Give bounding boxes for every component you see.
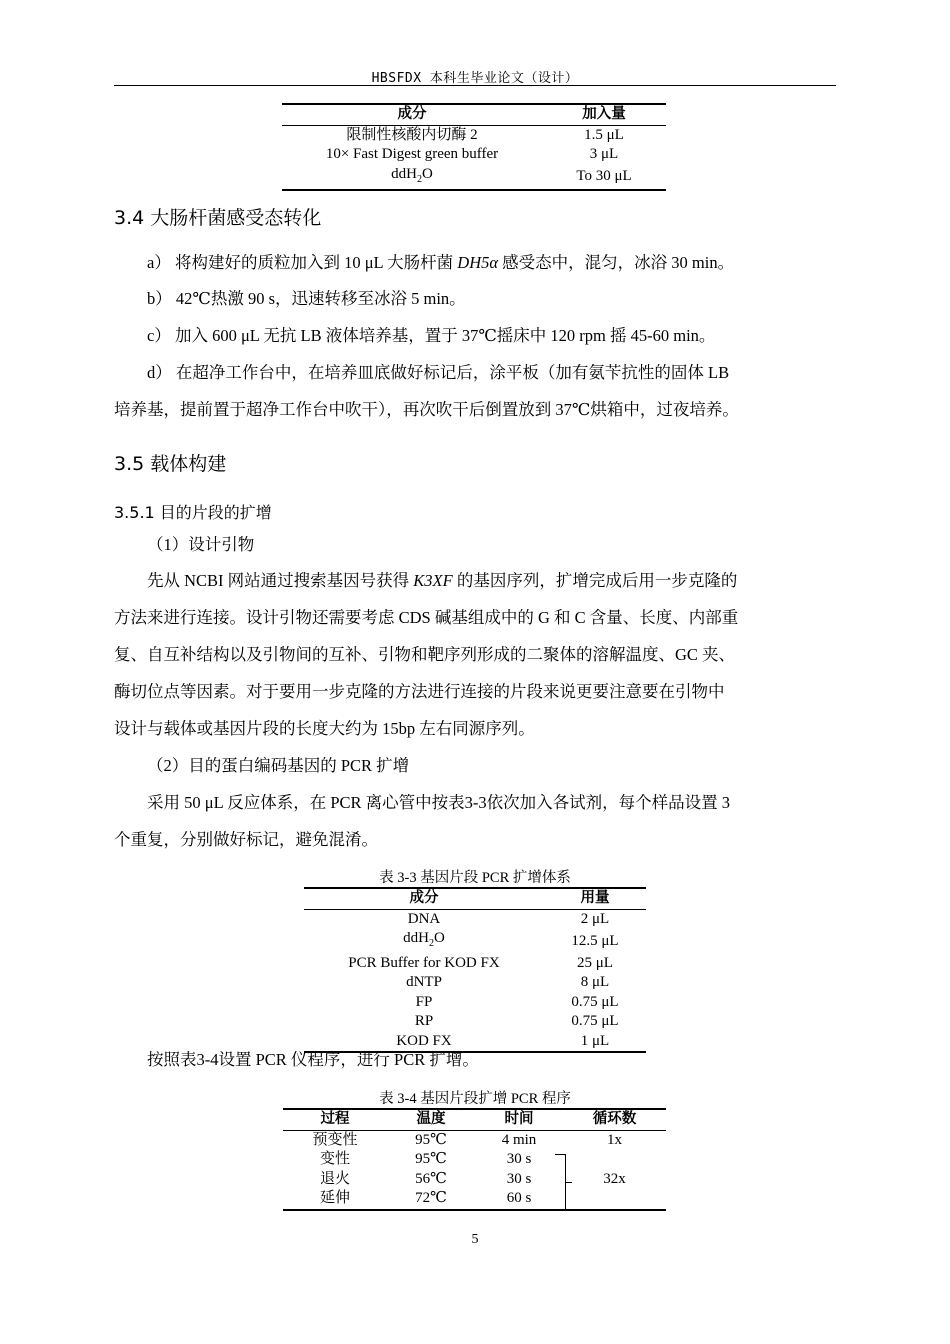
table-cell: dNTP [406, 974, 442, 990]
table-3-4 [283, 1108, 666, 1211]
list-item-d-continued: 培养基，提前置于超净工作台中吹干），再次吹干后倒置放到 37℃烘箱中，过夜培养。 [114, 400, 739, 419]
table-cell: 30 s [506, 1170, 532, 1187]
table-row [304, 909, 646, 929]
list-text: 加入 600 μL 无抗 LB 液体培养基，置于 37℃摇床中 120 rpm 摇 45-60 min。 [174, 326, 716, 345]
table-cell: 2 μL [580, 910, 610, 927]
table-cell: KOD FX [396, 1032, 452, 1049]
table-row [282, 165, 666, 191]
paragraph-line: 按照表3-4设置 PCR 仪程序，进行 PCR 扩增。 [147, 1050, 479, 1069]
section-heading-3-5: 3.5 载体构建 [114, 453, 227, 475]
table-cell [563, 1189, 666, 1210]
table-row [304, 954, 646, 974]
table-caption: 表 3-4 基因片段扩增 PCR 程序 [379, 1091, 571, 1107]
table-cell: 延伸 [319, 1190, 350, 1206]
table-cell: 4 min [501, 1131, 537, 1148]
table-cell: 25 μL [577, 954, 613, 971]
table-cell: 10× Fast Digest green buffer [325, 146, 499, 162]
table-header: 成分 [304, 888, 544, 909]
table-cell: 1.5 μL [584, 126, 624, 143]
table-cell: 限制性核酸内切酶 2 [346, 126, 478, 143]
list-item-c [147, 326, 715, 346]
table-header: 时间 [475, 1109, 563, 1130]
table-row [283, 1150, 666, 1170]
table-cell: 56℃ [415, 1170, 447, 1187]
list-text: 在超净工作台中，在培养皿底做好标记后，涂平板（加有氨苄抗性的固体 LB [175, 363, 730, 382]
table-row [304, 1012, 646, 1032]
table-cell: 0.75 μL [571, 993, 619, 1010]
strain-name: DH5α [457, 253, 499, 272]
table-cell: 72℃ [415, 1190, 447, 1206]
paragraph-line: 个重复，分别做好标记，避免混淆。 [114, 830, 378, 849]
header-rule [114, 85, 836, 86]
list-marker: d） [147, 363, 172, 382]
table-top [282, 103, 666, 191]
table-cell: RP [414, 1013, 434, 1029]
table-cell: 12.5 μL [571, 932, 619, 949]
table-row [282, 145, 666, 165]
list-item-a [147, 253, 734, 273]
table-cell: 1 μL [580, 1032, 610, 1049]
step-1-heading: （1）设计引物 [147, 535, 255, 554]
table-cell: 0.75 μL [571, 1013, 619, 1029]
table-cell: DNA [407, 910, 441, 927]
table-header: 温度 [387, 1109, 475, 1130]
table-cell: 预变性 [312, 1131, 358, 1148]
table-cell: FP [415, 993, 433, 1010]
paragraph-line [147, 571, 737, 591]
table-cell: 95℃ [415, 1151, 447, 1167]
running-header: HBSFDX 本科生毕业论文（设计） [371, 71, 579, 86]
table-cell: 变性 [319, 1151, 350, 1167]
cycle-bracket-tick [565, 1182, 572, 1183]
table-cell: 退火 [319, 1170, 350, 1187]
table-3-3 [304, 887, 646, 1053]
table-cell: 32x [603, 1170, 626, 1187]
table-header: 过程 [283, 1109, 387, 1130]
list-text: 42℃热激 90 s，迅速转移至冰浴 5 min。 [175, 289, 466, 308]
subsection-heading-3-5-1: 3.5.1 目的片段的扩增 [114, 503, 272, 522]
list-text: 将构建好的质粒加入到 10 μL 大肠杆菌 [174, 253, 458, 272]
table-header: 加入量 [542, 104, 666, 125]
table-row [283, 1130, 666, 1150]
table-row [282, 125, 666, 145]
paragraph-text: 的基因序列，扩增完成后用一步克隆的 [452, 571, 738, 590]
table-cell: 8 μL [580, 974, 610, 990]
table-cell: 3 μL [589, 146, 619, 162]
table-header: 成分 [282, 104, 542, 125]
table-cell: PCR Buffer for KOD FX [348, 954, 500, 971]
paragraph-line: 复、自互补结构以及引物间的互补、引物和靶序列形成的二聚体的溶解温度、GC 夹、 [114, 645, 736, 664]
paragraph-line: 方法来进行连接。设计引物还需要考虑 CDS 碱基组成中的 G 和 C 含量、长度、内部重 [114, 608, 739, 627]
table-header: 循环数 [563, 1109, 666, 1130]
gene-name: K3XF [413, 571, 453, 590]
paragraph-line: 采用 50 μL 反应体系，在 PCR 离心管中按表3-3依次加入各试剂，每个样品设置 3 [147, 793, 730, 812]
table-cell: 1x [607, 1131, 622, 1148]
list-item-b [147, 289, 466, 309]
list-marker: a） [147, 253, 171, 272]
list-marker: b） [147, 289, 172, 308]
paragraph-text: 先从 NCBI 网站通过搜索基因号获得 [147, 571, 414, 590]
paragraph-line: 设计与载体或基因片段的长度大约为 15bp 左右同源序列。 [114, 719, 535, 738]
section-heading-3-4: 3.4 大肠杆菌感受态转化 [114, 207, 322, 229]
table-row [283, 1170, 666, 1190]
table-cell: ddH$_2$O [391, 165, 433, 185]
table-header: 用量 [544, 888, 646, 909]
table-cell: 60 s [506, 1190, 532, 1206]
table-caption: 表 3-3 基因片段 PCR 扩增体系 [379, 870, 571, 886]
table-row [304, 929, 646, 954]
paragraph-line: 酶切位点等因素。对于要用一步克隆的方法进行连接的片段来说更要注意要在引物中 [114, 682, 725, 701]
table-cell: 95℃ [415, 1131, 447, 1148]
table-row [304, 993, 646, 1013]
list-text: 感受态中，混匀，冰浴 30 min。 [498, 253, 735, 272]
list-marker: c） [147, 326, 171, 345]
table-cell: 30 s [506, 1151, 532, 1167]
table-cell: To 30 μL [576, 168, 632, 184]
step-2-heading: （2）目的蛋白编码基因的 PCR 扩增 [147, 756, 410, 775]
list-item-d [147, 363, 729, 383]
table-row [283, 1189, 666, 1210]
table-row [304, 1032, 646, 1053]
table-cell [563, 1150, 666, 1170]
table-cell: ddH$_2$O [403, 930, 445, 949]
table-row [304, 973, 646, 993]
page-number: 5 [471, 1232, 479, 1247]
